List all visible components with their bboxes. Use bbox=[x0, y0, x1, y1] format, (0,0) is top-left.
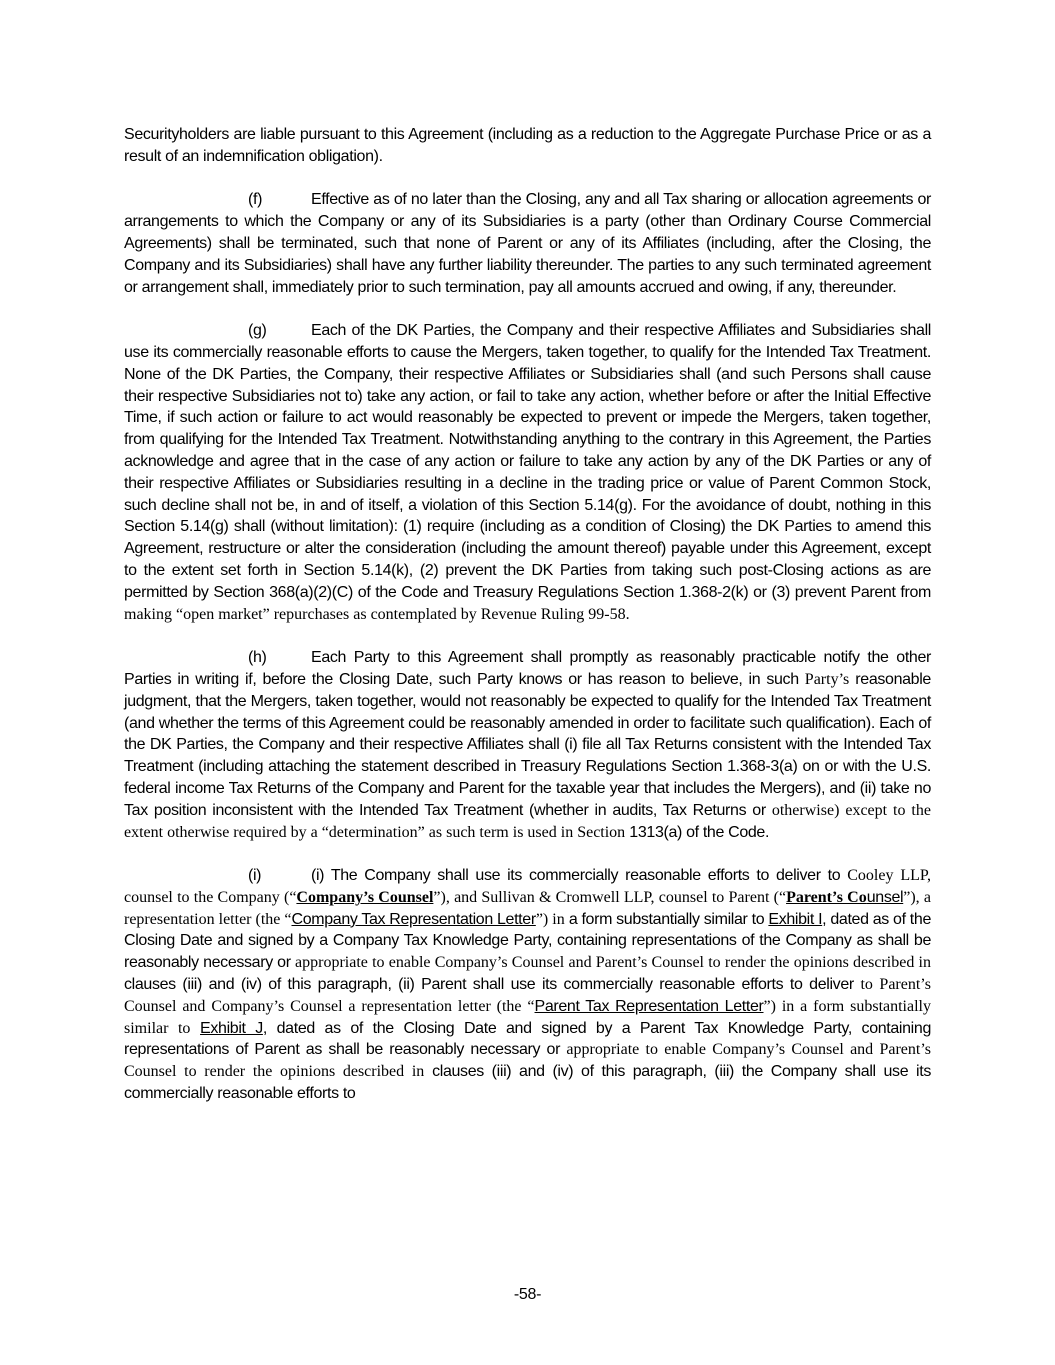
paragraph-h-serif-a: Party’s bbox=[804, 670, 850, 688]
paragraph-i-text-6: clauses (iii) and (iv) of this paragraph, (iii) the Company shall use its commercially reasonable efforts to bbox=[124, 1063, 931, 1103]
paragraph-i bbox=[124, 865, 931, 1105]
paragraph-i-text-5: , dated as of the Closing Date and signed by a Parent Tax Knowledge Party, containing representations of Parent as shall be reasonably necessary or bbox=[124, 1019, 931, 1059]
exhibit-j-reference: Exhibit J bbox=[200, 1019, 263, 1037]
paragraph-i-text-2: a form substantially similar to bbox=[568, 910, 765, 928]
defined-term-company-counsel: Company’s Counsel bbox=[296, 888, 434, 906]
paragraph-h-text-b: reasonable judgment, that the Mergers, taken together, would not reasonably be expected to qualify for the Intended Tax Treatment (and whether the terms of this Agreement could be reasonably amended in order to facilitate such qualification). Each of the DK Parties, the Company and their respective Affiliates shall (i) file all Tax Returns consistent with the Intended Tax Treatment (including attaching the statement described in Treasury Regulations Section 1.368-3(a) on or with the U.S. federal income Tax Returns of the Company and Parent for the taxable year that includes the Mergers), and (ii) take no Tax position inconsistent with the Intended Tax Treatment (whether in audits, Tax Returns or bbox=[124, 670, 931, 819]
paragraph-i-serif-2: ”), and Sullivan & Cromwell LLP, counsel to Parent (“ bbox=[433, 888, 787, 906]
defined-term-company-tax-representation-letter: Company Tax Representation Letter bbox=[291, 910, 536, 928]
exhibit-i-reference: Exhibit I bbox=[768, 910, 823, 928]
paragraph-i-serif-8: appropriate to enable Company’s Counsel and Parent’s Counsel to render the opinions described in bbox=[124, 1041, 931, 1081]
document-body bbox=[124, 124, 931, 1127]
paragraph-i-serif-5: appropriate to enable Company’s Counsel and Parent’s Counsel to render the opinions described in bbox=[295, 954, 931, 972]
paragraph-i-serif-3: ”), a representation letter (the “ bbox=[124, 888, 931, 928]
paragraph-h-text-a: Each Party to this Agreement shall promptly as reasonably practicable notify the other Parties in writing if, before the Closing Date, such Party knows or has reason to believe, in such bbox=[124, 649, 931, 688]
page-number: -58- bbox=[513, 1286, 542, 1303]
paragraph-i-serif-7: ”) in a form substantially similar to bbox=[124, 997, 931, 1037]
paragraph-i-serif-4: ”) in bbox=[535, 910, 565, 928]
paragraph-g bbox=[124, 320, 931, 625]
paragraph-g-text: Each of the DK Parties, the Company and their respective Affiliates and Subsidiaries shall use its commercially reasonable efforts to cause the Mergers, taken together, to qualify for the Intended Tax Treatment. None of the DK Parties, the Company, their respective Affiliates or Subsidiaries shall (and such Persons shall cause their respective Subsidiaries not to) take any action, or fail to take any action, whether before or after the Initial Effective Time, if such action or failure to act would reasonably be expected to prevent or impede the Mergers, taken together, from qualifying for the Intended Tax Treatment. Notwithstanding anything to the contrary in this Agreement, the Parties acknowledge and agree that in the case of any action or failure to take any action by any of the DK Parties or any of their respective Affiliates or Subsidiaries resulting in a decline in the trading price or value of Parent Common Stock, such decline shall not be, in and of itself, a violation of this Section 5.14(g). For the avoidance of doubt, nothing in this Section 5.14(g) shall (without limitation): (1) require (including as a condition of Closing) the DK Parties to amend this Agreement, restructure or alter the consideration (including the amount thereof) payable under this Agreement, except to the extent set forth in Section 5.14(k), (2) prevent the DK Parties from taking such post-Closing actions as are permitted by Section 368(a)(2)(C) of the Code and Treasury Regulations Section 1.368-2(k) or (3) prevent Parent from bbox=[124, 322, 931, 601]
paragraph-i-text-4: clauses (iii) and (iv) of this paragraph, (ii) Parent shall use its commercially reasonable efforts to deliver bbox=[124, 976, 854, 994]
paragraph-intro-text: Securityholders are liable pursuant to this Agreement (including as a reduction to the Aggregate Purchase Price or as a result of an indemnification obligation). bbox=[124, 126, 931, 165]
paragraph-i-text-3: , dated as of the Closing Date and signed by a Company Tax Knowledge Party, containing representations of the Company as shall be reasonably necessary or bbox=[124, 910, 931, 972]
paragraph-g-serif-text: making “open market” repurchases as contemplated by Revenue Ruling 99-58. bbox=[124, 605, 630, 623]
paragraph-i-serif-6: to Parent’s Counsel and Company’s Counsel a representation letter (the “ bbox=[124, 976, 931, 1015]
paragraph-g-label: (g) bbox=[248, 322, 267, 340]
paragraph-f-label: (f) bbox=[248, 191, 263, 209]
defined-term-parent-counsel-part2: unsel bbox=[866, 888, 904, 906]
paragraph-i-serif-1: Cooley LLP, counsel to the Company (“ bbox=[124, 867, 931, 906]
paragraph-h bbox=[124, 647, 931, 843]
paragraph-h-label: (h) bbox=[248, 649, 267, 667]
paragraph-f-text: Effective as of no later than the Closing, any and all Tax sharing or allocation agreements or arrangements to which the Company or any of its Subsidiaries is a party (other than Ordinary Course Commercial Agreements) shall be terminated, such that none of Parent or any of its Affiliates (including, after the Closing, the Company and its Subsidiaries) shall have any further liability thereunder. The parties to any such terminated agreement or arrangement shall, immediately prior to such termination, pay all amounts accrued and owing, if any, thereunder. bbox=[124, 191, 931, 296]
paragraph-h-text-c: 1313(a) of the Code. bbox=[629, 823, 770, 841]
paragraph-f bbox=[124, 189, 931, 298]
paragraph-i-label: (i) bbox=[248, 867, 262, 885]
defined-term-parent-tax-representation-letter: Parent Tax Representation Letter bbox=[534, 997, 764, 1015]
defined-term-parent-counsel-part1: Parent’s Co bbox=[786, 888, 867, 906]
paragraph-h-serif-b: otherwise) except to the extent otherwise required by a “determination” as such term is used in Section bbox=[124, 801, 931, 841]
paragraph-i-text-1: (i) The Company shall use its commercially reasonable efforts to deliver to bbox=[311, 867, 841, 885]
paragraph-intro bbox=[124, 124, 931, 168]
